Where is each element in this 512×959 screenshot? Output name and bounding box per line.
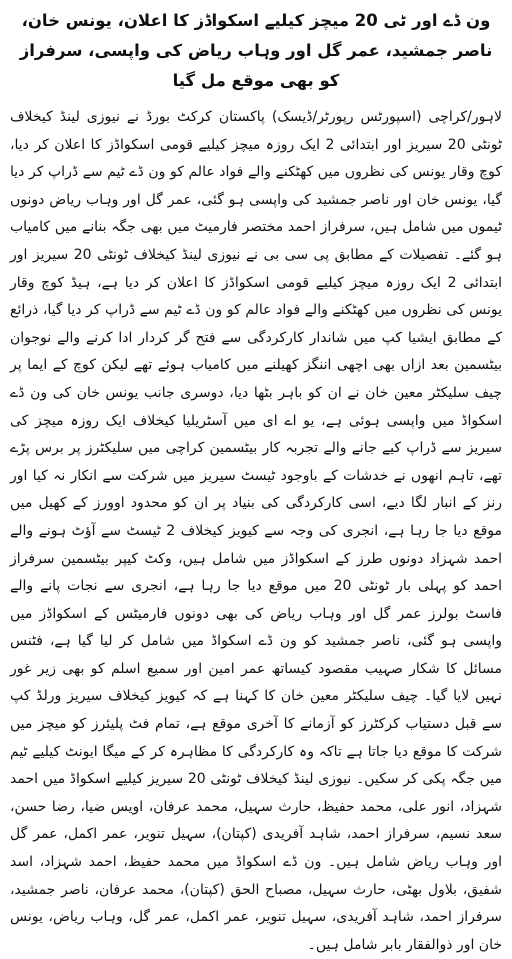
article-body: لاہور/کراچی (اسپورٹس رپورٹر/ڈیسک) پاکستان کرکٹ بورڈ نے نیوزی لینڈ کیخلاف ٹونٹی 20 سیریز اور ابتدائی 2 ایک روزہ میچز کیلیے قومی اسکواڈز کا اعلان کر دیا، کوچ وقار یونس کی نظروں میں کھٹکنے والے فواد عالم کو ون ڈے ٹیم سے ڈراپ کر دیا گیا، یونس خان اور ناصر جمشید کی واپسی ہو گئی، عمر گل اور وہاب ریاض دونوں ٹیموں میں شامل ہیں، سرفراز احمد مختصر فارمیٹ میں بھی جگہ بنانے میں کامیاب ہو گئے۔ تفصیلات کے مطابق پی سی بی نے نیوزی لینڈ کیخلاف ٹونٹی 20 سیریز اور ابتدائی 2 ایک روزہ میچز کیلیے قومی اسکواڈز کا اعلان کر دیا ہے، ہیڈ کوچ وقار یونس کی نظروں میں کھٹکنے والے فواد عالم کو ون ڈے ٹیم سے ڈراپ کر دیا گیا، ذرائع کے مطابق ایشیا کپ میں شاندار کارکردگی سے فتح گر کردار ادا کرنے والے نوجوان بیٹسمین بعد ازاں بھی اچھی اننگز کھیلنے میں کامیاب ہوئے تھے لیکن کوچ کے ایما پر چیف سلیکٹر معین خان نے ان کو باہر بٹھا دیا، دوسری جانب یونس خان کی ون ڈے اسکواڈ میں واپسی ہوئی ہے، یو اے ای میں آسٹریلیا کیخلاف ایک روزہ میچز کی سیریز سے ڈراپ کیے جانے والے تجربہ کار بیٹسمین کراچی میں سلیکٹرز پر برس پڑے تھے، تاہم انھوں نے خدشات کے باوجود ٹیسٹ سیریز میں شرکت سے انکار نہ کیا اور رنز کے انبار لگا دیے، اسی کارکردگی کی بنیاد پر ان کو محدود اوورز کے کھیل میں موقع دیا جا رہا ہے، انجری کی وجہ سے کیویز کیخلاف 2 ٹیسٹ سے آؤٹ ہونے والے احمد شہزاد دونوں طرز کے اسکواڈز میں شامل ہیں، وکٹ کیپر بیٹسمین سرفراز احمد کو پہلی بار ٹونٹی 20 میں موقع دیا جا رہا ہے، انجری سے نجات پانے والے فاسٹ بولرز عمر گل اور وہاب ریاض کی بھی دونوں فارمیٹس کے اسکواڈز میں واپسی ہو گئی، ناصر جمشید کو ون ڈے اسکواڈ میں شامل کر لیا گیا ہے، فٹنس مسائل کا شکار صہیب مقصود کیساتھ عمر امین اور سمیع اسلم کو بھی زیر غور نہیں لایا گیا۔ چیف سلیکٹر معین خان کا کہنا ہے کہ کیویز کیخلاف سیریز ورلڈ کپ سے قبل دستیاب کرکٹرز کو آزمانے کا آخری موقع ہے، تمام فٹ پلیئرز کو میچز میں شرکت کا موقع دیا جاتا ہے تاکہ وہ کارکردگی کا مظاہرہ کر کے میگا ایونٹ کیلیے ٹیم میں جگہ پکی کر سکیں۔ نیوزی لینڈ کیخلاف ٹونٹی 20 سیریز کیلیے اسکواڈ میں احمد شہزاد، انور علی، محمد حفیظ، حارث سہیل، محمد عرفان، اویس ضیا، رضا حسن، سعد نسیم، سرفراز احمد، شاہد آفریدی (کپتان)، سہیل تنویر، عمر اکمل، عمر گل اور وہاب ریاض شامل ہیں۔ ون ڈے اسکواڈ میں محمد حفیظ، احمد شہزاد، اسد شفیق، بلاول بھٹی، حارث سہیل، مصباح الحق (کپتان)، محمد عرفان، ناصر جمشید، سرفراز احمد، شاہد آفریدی، سہیل تنویر، عمر اکمل، عمر گل، وہاب ریاض، یونس خان اور ذوالفقار بابر شامل ہیں۔: [10, 109, 503, 953]
article-headline: ون ڈے اور ٹی 20 میچز کیلیے اسکواڈز کا اعلان، یونس خان، ناصر جمشید، عمر گل اور وہاب ریاض کی واپسی، سرفراز کو بھی موقع مل گیا: [19, 11, 493, 90]
